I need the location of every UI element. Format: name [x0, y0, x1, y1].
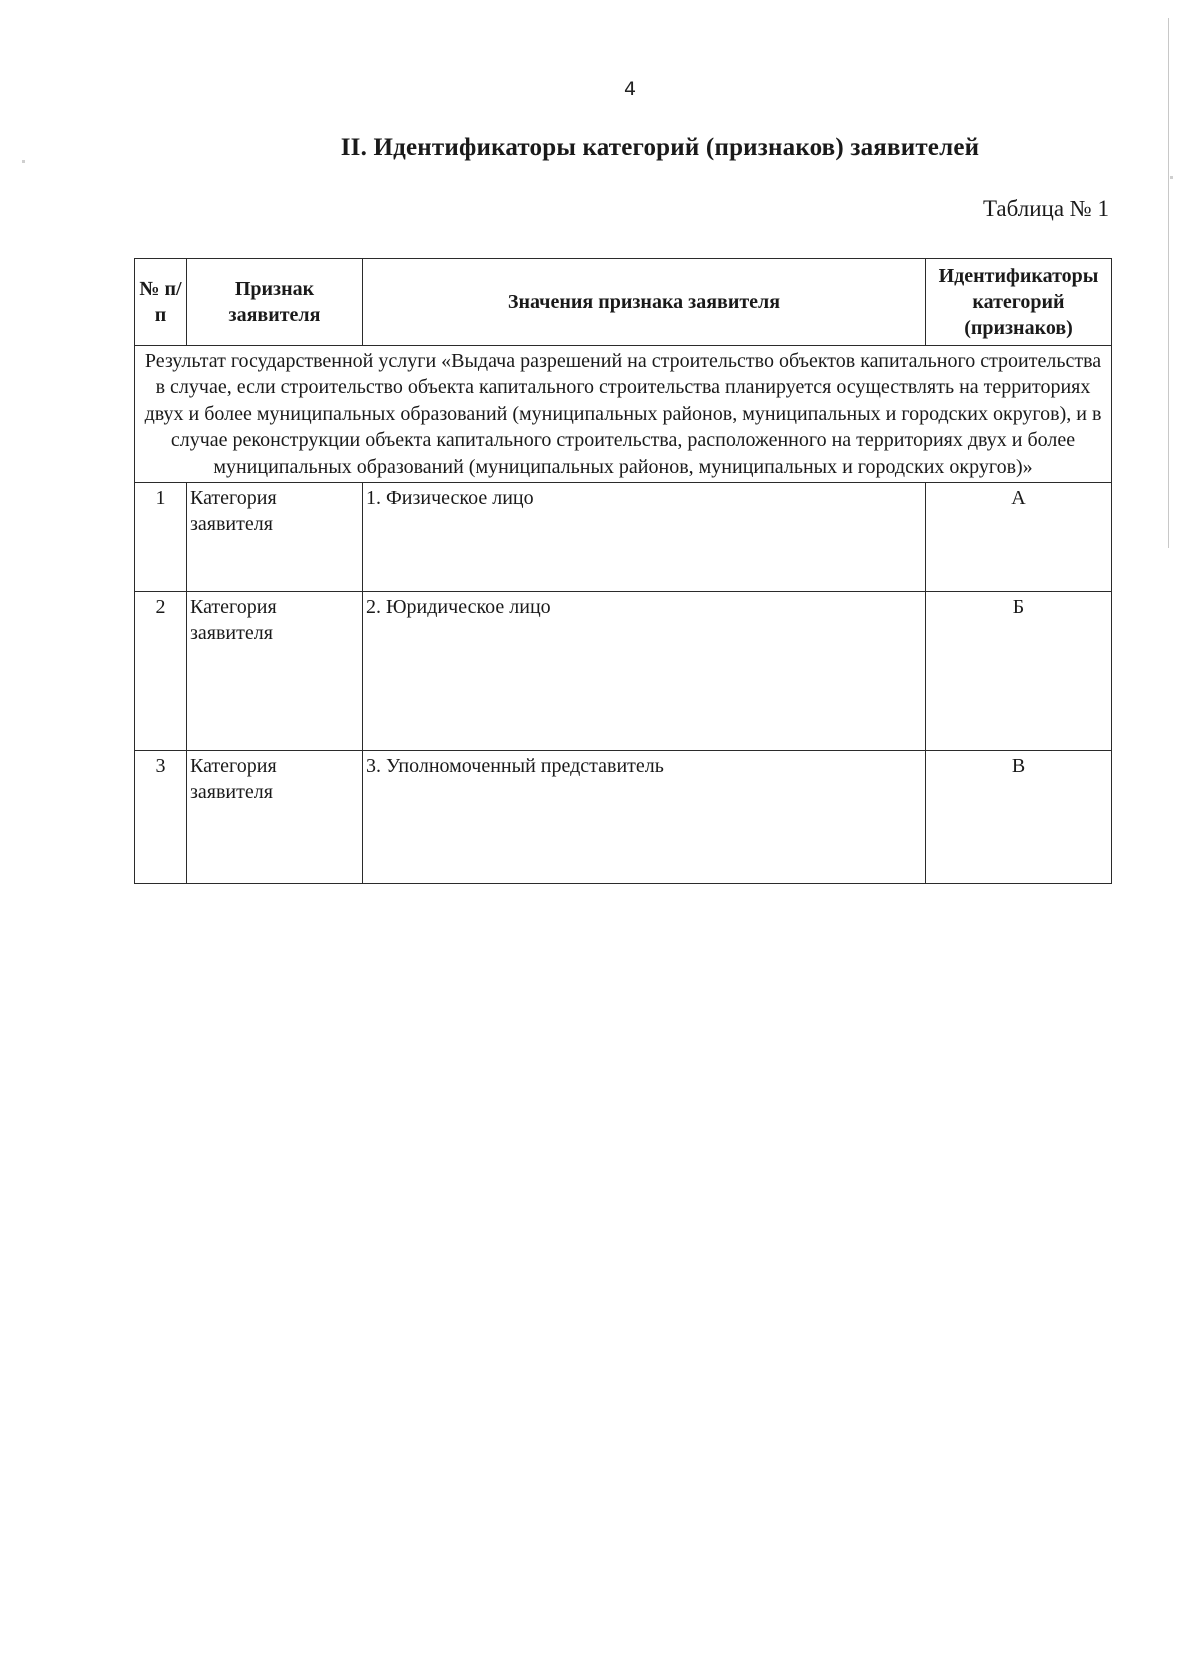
row-attribute: Категория заявителя: [187, 750, 363, 883]
header-num: № п/п: [135, 259, 187, 346]
service-result-text: Результат государственной услуги «Выдача разрешений на строительство объектов капитального строительства в случае, если строительство объекта капитального строительства планируется осуществлять на территориях двух и более муниципальных образований (муниципальных районов, муниципальных и городских округов), и в случае реконструкции объекта капитального строительства, расположенного на территориях двух и более муниципальных образований (муниципальных районов, муниципальных и городских округов)»: [135, 346, 1112, 483]
table-label: Таблица № 1: [982, 196, 1109, 221]
table-row: [135, 750, 1112, 883]
row-num: 2: [135, 591, 187, 750]
row-num: 3: [135, 750, 187, 883]
row-identifier: Б: [926, 591, 1112, 750]
header-identifiers: Идентификаторы категорий (признаков): [926, 259, 1112, 346]
row-attribute: Категория заявителя: [187, 482, 363, 591]
result-row: [135, 346, 1112, 483]
applicant-categories-table: [134, 258, 1112, 884]
row-value: 3. Уполномоченный представитель: [363, 750, 926, 883]
row-value: 1. Физическое лицо: [363, 482, 926, 591]
table-row: [135, 591, 1112, 750]
table-row: [135, 482, 1112, 591]
section-title: II. Идентификаторы категорий (признаков) заявителей: [340, 134, 980, 161]
row-identifier: В: [926, 750, 1112, 883]
row-value: 2. Юридическое лицо: [363, 591, 926, 750]
row-identifier: А: [926, 482, 1112, 591]
page-number: 4: [623, 78, 637, 100]
header-attribute: Признак заявителя: [187, 259, 363, 346]
scan-speck: [1170, 176, 1173, 179]
header-values: Значения признака заявителя: [363, 259, 926, 346]
table-header-row: [135, 259, 1112, 346]
row-num: 1: [135, 482, 187, 591]
row-attribute: Категория заявителя: [187, 591, 363, 750]
